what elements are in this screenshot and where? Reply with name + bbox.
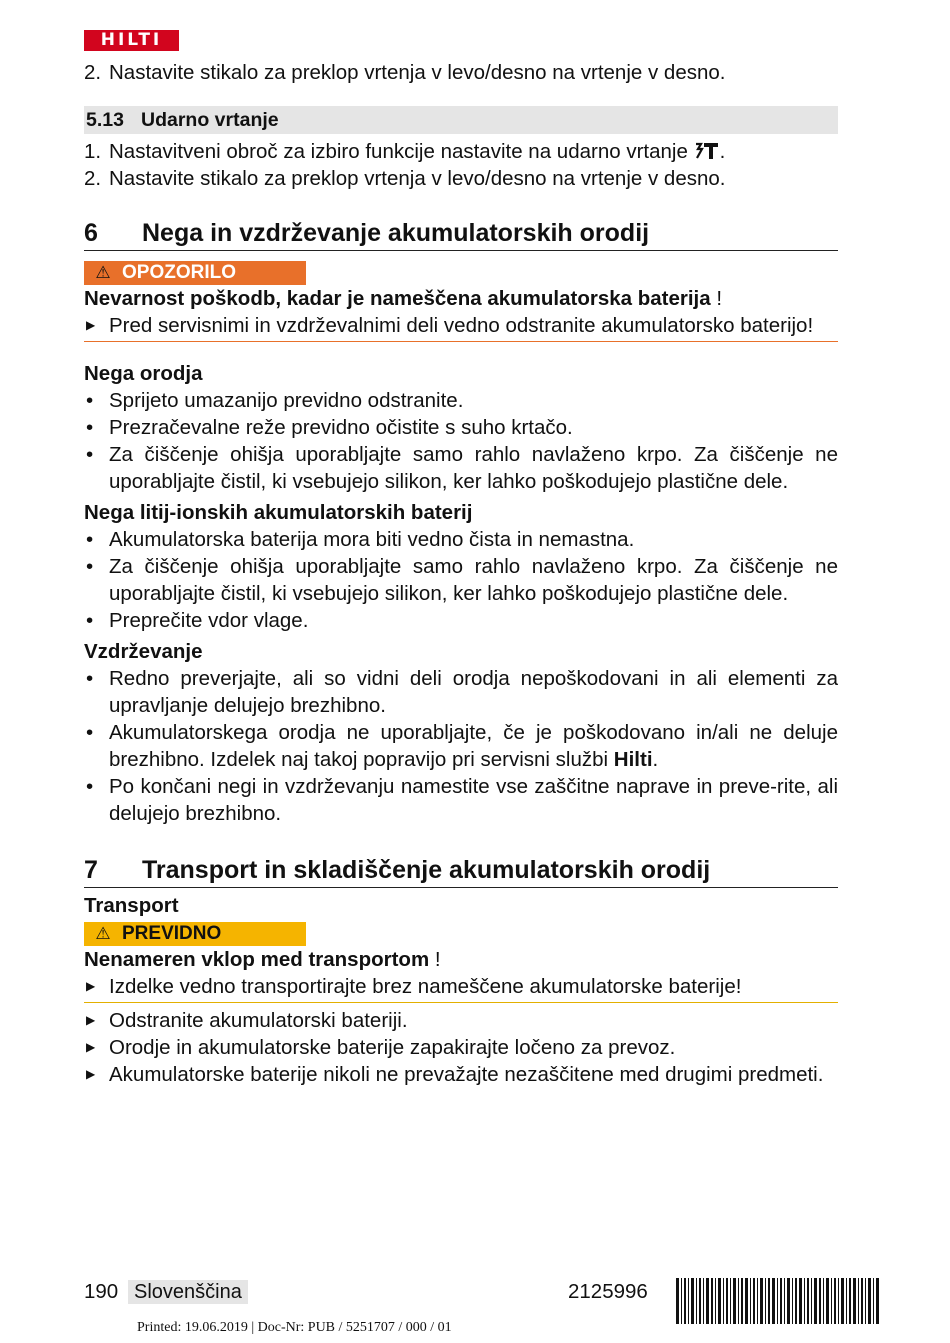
caution-label: ⚠ PREVIDNO (84, 922, 306, 946)
list-item: • Preprečite vdor vlage. (86, 609, 309, 632)
document-number: 2125996 (568, 1280, 648, 1303)
step-number: 2. (84, 167, 102, 190)
step-number: 1. (84, 140, 102, 163)
list-item: ▶ Orodje in akumulatorske baterije zapakirajte ločeno za prevoz. (86, 1036, 676, 1059)
triangle-bullet-icon: ▶ (86, 1040, 96, 1054)
list-item: ▶ Odstranite akumulatorski bateriji. (86, 1009, 408, 1032)
list-item: • Redno preverjajte, ali so vidni deli orodja nepoškodovani in ali elementi za upravljanje delujejo brezhibno. (86, 667, 838, 717)
chapter-6-heading (84, 216, 838, 251)
warning-label: ⚠ OPOZORILO (84, 261, 306, 285)
maintenance-heading: Vzdrževanje (84, 640, 203, 663)
warning-item: ▶ Pred servisnimi in vzdrževalnimi deli vedno odstranite akumulatorsko baterijo! (86, 314, 814, 337)
section-513-step-2 (84, 165, 838, 192)
chapter-title: Nega in vzdrževanje akumulatorskih orodij (142, 219, 650, 247)
hilti-logo: HILTI (84, 30, 179, 51)
caution-block (84, 919, 838, 1003)
top-step (84, 59, 838, 86)
list-item: ▶ Akumulatorske baterije nikoli ne prevažajte nezaščitene med drugimi predmeti. (86, 1063, 824, 1086)
hammer-drill-icon (694, 138, 720, 165)
caution-headline: Nenameren vklop med transportom ! (84, 948, 441, 971)
bullet-icon: • (86, 443, 94, 466)
triangle-bullet-icon: ▶ (86, 979, 96, 993)
section-513-step-1 (84, 138, 838, 165)
care-battery-heading: Nega litij-ionskih akumulatorskih baterij (84, 501, 473, 524)
list-item: • Za čiščenje ohišja uporabljajte samo rahlo navlaženo krpo. Za čiščenje ne uporabljajte čistil, ki vsebujejo silikon, ker lahko poškodujejo plastične dele. (86, 555, 838, 605)
step-text: Nastavitveni obroč za izbiro funkcije nastavite na udarno vrtanje . (109, 140, 726, 163)
bullet-icon: • (86, 775, 94, 798)
bullet-icon: • (86, 416, 94, 439)
page-number: 190 (84, 1280, 119, 1303)
warning-triangle-icon: ⚠ (95, 924, 111, 943)
transport-steps (84, 1007, 838, 1088)
transport-heading: Transport (84, 894, 179, 917)
caution-item: ▶ Izdelke vedno transportirajte brez nameščene akumulatorske baterije! (86, 975, 742, 998)
bullet-icon: • (86, 667, 94, 690)
warning-triangle-icon: ⚠ (95, 263, 111, 282)
triangle-bullet-icon: ▶ (86, 1013, 96, 1027)
list-item: • Sprijeto umazanijo previdno odstranite. (86, 389, 464, 412)
barcode-icon (676, 1278, 880, 1324)
language-label: Slovenščina (128, 1280, 248, 1304)
bullet-icon: • (86, 389, 94, 412)
step-text: Nastavite stikalo za preklop vrtenja v levo/desno na vrtenje v desno. (109, 61, 726, 84)
section-number: 5.13 (86, 109, 124, 131)
warning-headline: Nevarnost poškodb, kadar je nameščena akumulatorska baterija ! (84, 287, 723, 310)
chapter-number: 6 (84, 219, 98, 247)
triangle-bullet-icon: ▶ (86, 318, 96, 332)
section-title: Udarno vrtanje (141, 109, 279, 131)
page-content (84, 59, 838, 1088)
chapter-title: Transport in skladiščenje akumulatorskih orodij (142, 856, 711, 884)
care-tool-heading: Nega orodja (84, 362, 203, 385)
list-item: • Akumulatorskega orodja ne uporabljajte, če je poškodovano in/ali ne deluje brezhibno. Izdelek naj takoj popravijo pri servisni službi Hilti. (86, 721, 838, 771)
step-text: Nastavite stikalo za preklop vrtenja v levo/desno na vrtenje v desno. (109, 167, 726, 190)
bullet-icon: • (86, 721, 94, 744)
list-item: • Za čiščenje ohišja uporabljajte samo rahlo navlaženo krpo. Za čiščenje ne uporabljajte čistil, ki vsebujejo silikon, ker lahko poškodujejo plastične dele. (86, 443, 838, 493)
warning-block (84, 251, 838, 342)
chapter-number: 7 (84, 856, 98, 884)
bullet-icon: • (86, 609, 94, 632)
bullet-icon: • (86, 528, 94, 551)
section-513-heading (84, 106, 838, 134)
list-item: • Akumulatorska baterija mora biti vedno čista in nemastna. (86, 528, 635, 551)
step-number: 2. (84, 61, 102, 84)
print-info: Printed: 19.06.2019 | Doc-Nr: PUB / 5251707 / 000 / 01 (137, 1320, 452, 1335)
list-item: • Prezračevalne reže previdno očistite s suho krtačo. (86, 416, 573, 439)
list-item: • Po končani negi in vzdrževanju namestite vse zaščitne naprave in preve-rite, ali delujejo brezhibno. (86, 775, 838, 825)
bullet-icon: • (86, 555, 94, 578)
triangle-bullet-icon: ▶ (86, 1067, 96, 1081)
hilti-brand-text: Hilti (613, 748, 653, 771)
chapter-7-heading (84, 853, 838, 888)
